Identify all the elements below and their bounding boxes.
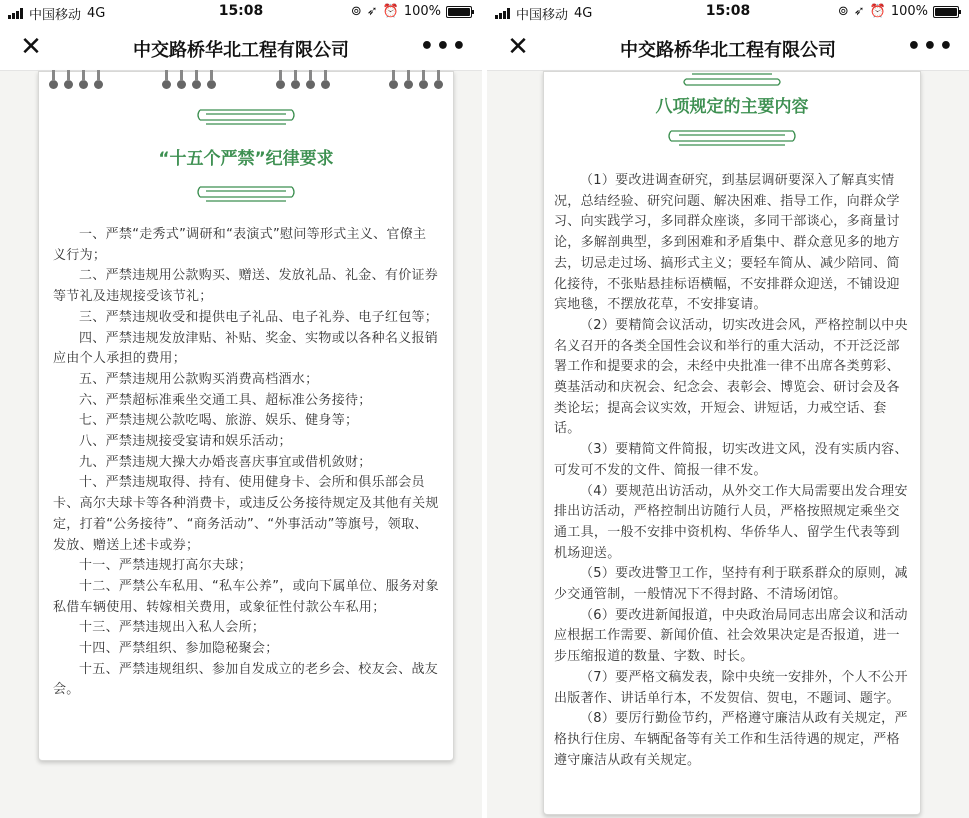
battery-percent: 100% (403, 4, 441, 19)
phone-screen-right (487, 0, 969, 818)
section-heading: 八项规定的主要内容 (655, 97, 809, 117)
lock-rotation-icon: ⊚ (350, 4, 362, 19)
list-item: （1）要改进调查研究，到基层调研要深入了解真实情况，总结经验、研究问题、解决困难、指导工作，向群众学习、向实践学习，多同群众座谈，多同干部谈心，多商量讨论，多解剖典型，多到困难和矛盾集中、群众意见多的地方去，切忌走过场、搞形式主义；要轻车简从、减少陪同、简化接待，不张贴悬挂标语横幅，不安排群众迎送，不铺设迎宾地毯，不摆放花草，不安排宴请。 (554, 173, 900, 313)
lock-rotation-icon: ⊚ (837, 4, 849, 19)
list-item: （7）要严格文稿发表，除中央统一安排外，个人不公开出版著作、讲话单行本，不发贺信、贺电，不题词、题字。 (554, 669, 908, 706)
carrier-label: 中国移动 (29, 8, 82, 23)
rules-list (544, 171, 920, 771)
status-bar (0, 0, 482, 24)
ring-icon (207, 80, 216, 89)
list-item: （2）要精简会议活动，切实改进会风，严格控制以中央名义召开的各类全国性会议和举行的重大活动，不开泛泛部署工作和提要求的会，未经中央批准一律不出席各类剪彩、奠基活动和庆祝会、纪念会、表彰会、博览会、研讨会及各类论坛；提高会议实效，开短会、讲短话，力戒空话、套话。 (554, 317, 908, 437)
list-item: （4）要规范出访活动，从外交工作大局需要出发合理安排出访活动，严格控制出访随行人员，严格按照规定乘坐交通工具，一般不安排中资机构、华侨华人、留学生代表等到机场迎送。 (554, 483, 908, 561)
battery-percent: 100% (890, 4, 928, 19)
list-item: 七、严禁违规公款吃喝、旅游、娱乐、健身等； (79, 413, 359, 429)
list-item: 十、严禁违规取得、持有、使用健身卡、会所和俱乐部会员卡、高尔夫球卡等各种消费卡，或违反公务接待规定及其他有关规定，打着“公务接待”、“商务活动”、“外事活动”等旗号，领取、发放、赠送上述卡或券； (53, 475, 439, 553)
ring-icon (291, 80, 300, 89)
ring-icon (94, 80, 103, 89)
ring-icon (79, 80, 88, 89)
scroll-ornament-icon (196, 179, 296, 209)
network-label: 4G (87, 6, 106, 21)
ring-icon (389, 80, 398, 89)
scroll-ornament-icon (682, 72, 782, 86)
close-icon[interactable]: ✕ (20, 32, 42, 62)
status-bar (487, 0, 969, 24)
list-item: 四、严禁违规发放津贴、补贴、奖金、实物或以各种名义报销应由个人承担的费用； (53, 330, 439, 367)
phone-screen-left (0, 0, 482, 818)
list-item: 五、严禁违规用公款购买消费高档酒水； (79, 371, 319, 387)
ring-icon (64, 80, 73, 89)
ring-icon (162, 80, 171, 89)
page-title: 中交路桥华北工程有限公司 (620, 40, 836, 61)
status-time: 15:08 (705, 3, 751, 19)
list-item: 八、严禁违规接受宴请和娱乐活动； (79, 434, 292, 450)
battery-icon (446, 6, 472, 18)
ring-icon (276, 80, 285, 89)
list-item: 九、严禁违规大操大办婚丧喜庆事宜或借机敛财； (79, 454, 372, 470)
page-title: 中交路桥华北工程有限公司 (133, 40, 349, 61)
list-item: 十二、严禁公车私用、“私车公养”，或向下属单位、服务对象私借车辆使用、转嫁相关费用，或象征性付款公车私用； (53, 578, 439, 615)
list-item: （3）要精简文件简报，切实改进文风，没有实质内容、可发可不发的文件、简报一律不发。 (554, 442, 908, 478)
ring-icon (177, 80, 186, 89)
nav-bar (487, 24, 969, 71)
scroll-ornament-icon (667, 125, 797, 155)
list-item: 三、严禁违规收受和提供电子礼品、电子礼券、电子红包等； (79, 309, 439, 325)
article-content[interactable] (487, 71, 969, 818)
list-item: 一、严禁“走秀式”调研和“表演式”慰问等形式主义、官僚主义行为； (53, 227, 427, 263)
ring-icon (434, 80, 443, 89)
network-label: 4G (574, 6, 593, 21)
alarm-icon: ⏰ (869, 4, 886, 19)
ring-icon (49, 80, 58, 89)
close-icon[interactable]: ✕ (507, 32, 529, 62)
ring-icon (321, 80, 330, 89)
status-time: 15:08 (218, 3, 264, 19)
notebook-card (38, 71, 454, 761)
more-icon[interactable]: ••• (906, 34, 955, 59)
ring-icon (192, 80, 201, 89)
list-item: （8）要厉行勤俭节约，严格遵守廉洁从政有关规定，严格执行住房、车辆配备等有关工作和生活待遇的规定，严格遵守廉洁从政有关规定。 (554, 711, 908, 768)
list-item: 十一、严禁违规打高尔夫球； (79, 558, 252, 574)
carrier-label: 中国移动 (516, 8, 569, 23)
list-item: （5）要改进警卫工作，坚持有利于联系群众的原则，减少交通管制，一般情况下不得封路、不清场闭馆。 (554, 566, 908, 603)
ring-icon (404, 80, 413, 89)
list-item: 二、严禁违规用公款购买、赠送、发放礼品、礼金、有价证券等节礼及违规接受该节礼； (53, 268, 439, 305)
notebook-card (543, 71, 921, 815)
section-heading: “十五个严禁”纪律要求 (158, 149, 334, 169)
rules-list (39, 225, 453, 701)
article-content[interactable] (0, 71, 482, 818)
binder-rings (49, 72, 443, 94)
list-item: 十四、严禁组织、参加隐秘聚会； (79, 641, 279, 657)
ring-icon (306, 80, 315, 89)
more-icon[interactable]: ••• (419, 34, 468, 59)
ring-icon (419, 80, 428, 89)
list-item: （6）要改进新闻报道，中央政治局同志出席会议和活动应根据工作需要、新闻价值、社会效果决定是否报道，进一步压缩报道的数量、字数、时长。 (554, 607, 908, 665)
location-icon: ➶ (853, 4, 865, 19)
nav-bar (0, 24, 482, 71)
list-item: 十五、严禁违规组织、参加自发成立的老乡会、校友会、战友会。 (53, 661, 439, 698)
list-item: 六、严禁超标准乘坐交通工具、超标准公务接待； (79, 392, 372, 408)
scroll-ornament-icon (196, 102, 296, 132)
list-item: 十三、严禁违规出入私人会所； (79, 620, 266, 636)
battery-icon (933, 6, 959, 18)
alarm-icon: ⏰ (382, 4, 399, 19)
location-icon: ➶ (366, 4, 378, 19)
